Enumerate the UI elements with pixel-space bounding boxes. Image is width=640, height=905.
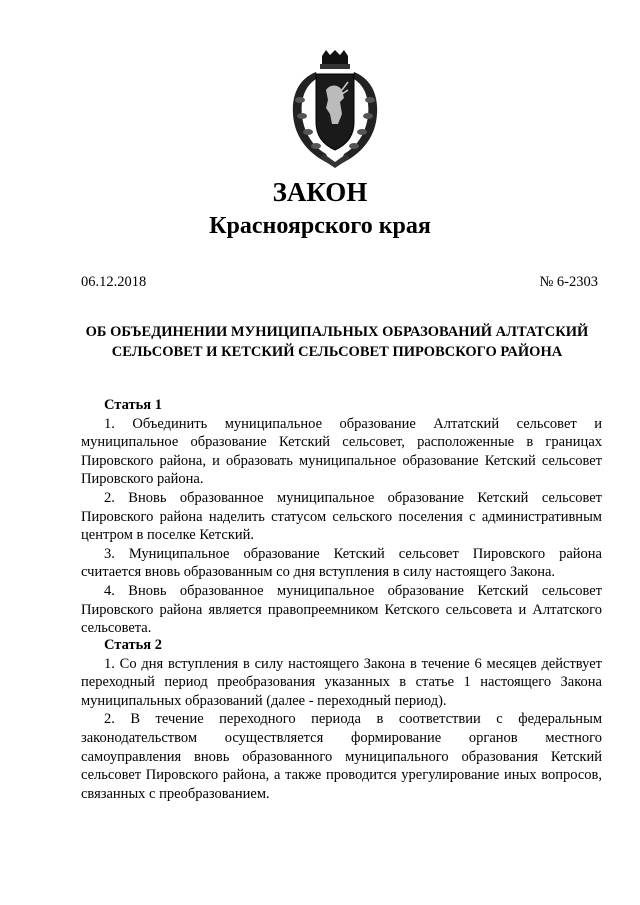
article-1-paragraph-2: 2. Вновь образованное муниципальное образование Кетский сельсовет Пировского района наделить статусом сельского поселения с административным центром в поселке Кетский. <box>81 489 602 544</box>
article-2-paragraph-2: 2. В течение переходного периода в соответствии с федеральным законодательством осуществляется формирование органов местного самоуправления вновь образованного муниципального образования Кетский сельсовет Пировского района, а также проводится урегулирование иных вопросов, связанных с преобразованием. <box>81 711 602 802</box>
article-1 <box>81 396 602 638</box>
law-number: № 6-2303 <box>539 274 598 290</box>
law-title <box>72 322 602 362</box>
article-1-paragraph-3: 3. Муниципальное образование Кетский сельсовет Пировского района считается вновь образованным со дня вступления в силу настоящего Закона. <box>81 545 602 581</box>
article-2-paragraph-1: 1. Со дня вступления в силу настоящего Закона в течение 6 месяцев действует переходный период преобразования указанных в статье 1 настоящего Закона муниципальных образований (далее - переходный период). <box>81 655 602 709</box>
region-name: Красноярского края <box>209 213 431 239</box>
law-title-line-2: СЕЛЬСОВЕТ И КЕТСКИЙ СЕЛЬСОВЕТ ПИРОВСКОГО РАЙОНА <box>111 344 563 360</box>
coat-of-arms-icon <box>286 50 384 171</box>
article-1-paragraph-4: 4. Вновь образованное муниципальное образование Кетский сельсовет Пировского района является правопреемником Кетского сельсовета и Алтатского сельсовета. <box>81 582 602 637</box>
law-label: ЗАКОН <box>272 177 368 207</box>
article-2-title: Статья 2 <box>104 637 162 653</box>
law-title-line-1: ОБ ОБЪЕДИНЕНИИ МУНИЦИПАЛЬНЫХ ОБРАЗОВАНИЙ АЛТАТСКИЙ <box>85 324 589 340</box>
article-1-paragraph-1: 1. Объединить муниципальное образование Алтатский сельсовет и муниципальное образование Кетский сельсовет, расположенные в границах Пировского района, и образовать муниципальное образование Кетский сельсовет Пировского района. <box>81 415 602 488</box>
article-2 <box>81 636 602 803</box>
law-date: 06.12.2018 <box>81 274 147 290</box>
article-1-title: Статья 1 <box>104 397 162 413</box>
